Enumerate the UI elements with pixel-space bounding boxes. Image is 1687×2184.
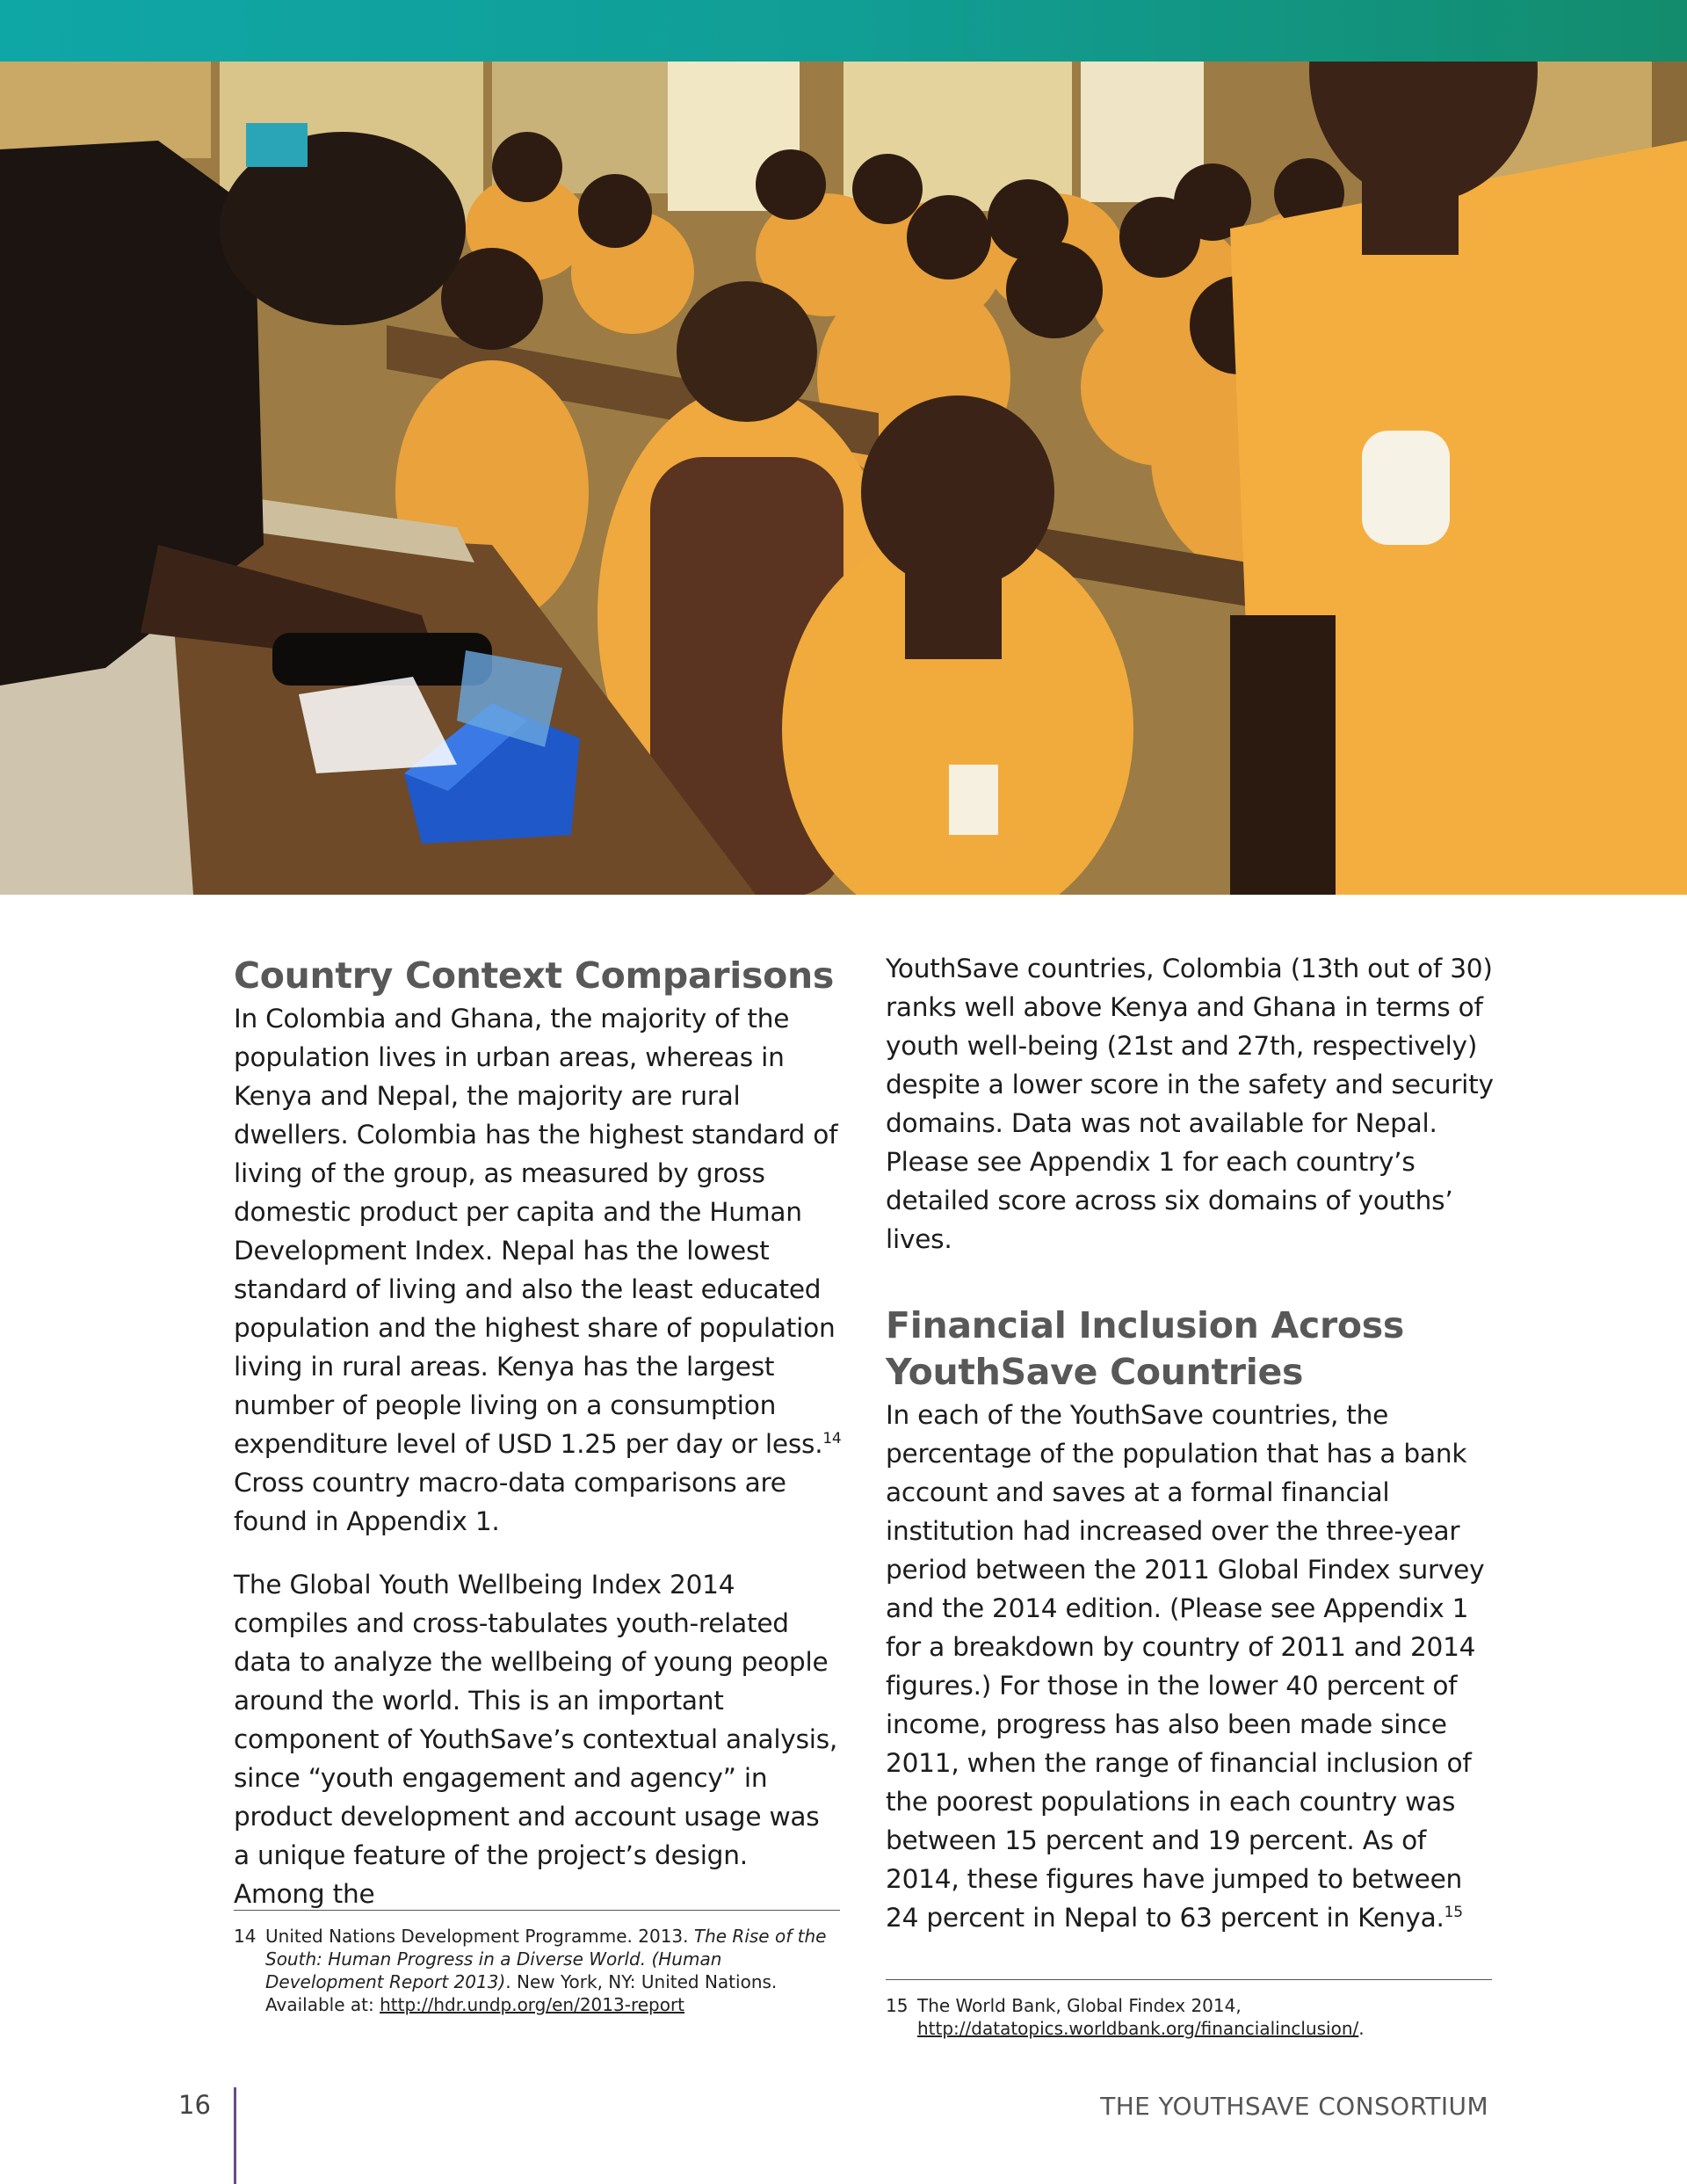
paragraph-wellbeing-continued: YouthSave countries, Colombia (13th out of 30) ranks well above Kenya and Ghana in terms of youth well-being (21st and 27th, respectively) despite a lower score in the safety and security domains. Data was not available for Nepal. Please see Appendix 1 for each country’s detailed score across six domains of youths’ lives. xyxy=(886,954,1494,1254)
footnote-15: 15 The World Bank, Global Findex 2014, http://datatopics.worldbank.org/financialinclusion/. xyxy=(886,1995,1365,2039)
header-color-band xyxy=(0,0,1687,62)
footnote-block-left xyxy=(234,1910,840,2016)
footnote-rule xyxy=(234,1910,840,1911)
footnote-number: 14 xyxy=(234,1926,257,1947)
header-photo xyxy=(0,0,1687,895)
footnote-14: 14 United Nations Development Programme. 2013. The Rise of the South: Human Progress in a Diverse World. (Human Development Report 2013). New York, NY: United Nations. Available at: http://hdr.undp.org/en/2013-report xyxy=(234,1926,827,2015)
paragraph-financial-inclusion: In each of the YouthSave countries, the percentage of the population that has a bank account and saves at a formal financial institution had increased over the three-year period between the 2011 Global Findex survey and the 2014 edition. (Please see Appendix 1 for a breakdown by country of 2011 and 2014 figures.) For those in the lower 40 percent of income, progress has also been made since 2011, when the range of financial inclusion of the poorest populations in each country was between 15 percent and 19 percent. As of 2014, these figures have jumped to between 24 percent in Nepal to 63 percent in Kenya.$^{15}$ xyxy=(886,1400,1485,1933)
footnote-link-undp[interactable]: http://hdr.undp.org/en/2013-report xyxy=(380,1994,685,2015)
footnote-ref-15[interactable]: 15 xyxy=(1444,1904,1463,1922)
classroom-illustration xyxy=(0,0,1687,895)
publisher-name: THE YOUTHSAVE CONSORTIUM xyxy=(1100,2092,1488,2121)
section-heading-financial-inclusion: Financial Inclusion Across YouthSave Countries xyxy=(886,1304,1404,1393)
left-column xyxy=(234,951,842,1913)
paragraph-wellbeing-index: The Global Youth Wellbeing Index 2014 compiles and cross-tabulates youth-related data to analyze the wellbeing of young people around the world. This is an important component of YouthSave’s contextual analysis, since “youth engagement and agency” in product development and account usage was a unique feature of the project’s design. Among the xyxy=(234,1570,838,1909)
footnote-number: 15 xyxy=(886,1995,909,2016)
report-title: The Rise of the South: Human Progress in a Diverse World. (Human Development Report 2013) xyxy=(265,1926,827,1992)
footnote-rule xyxy=(886,1979,1492,1980)
paragraph-country-context: In Colombia and Ghana, the majority of the population lives in urban areas, whereas in Kenya and Nepal, the majority are rural dwellers. Colombia has the highest standard of living of the group, as measured by gross domestic product per capita and the Human Development Index. Nepal has the lowest standard of living and also the least educated population and the highest share of population living in rural areas. Kenya has the largest number of people living on a consumption expenditure level of USD 1.25 per day or less.$^{14}$ Cross country macro-data comparisons are found in Appendix 1. xyxy=(234,1004,842,1536)
right-column xyxy=(886,951,1494,1937)
footer-divider xyxy=(234,2087,236,2184)
footnote-block-right xyxy=(886,1979,1492,2040)
page-number: 16 xyxy=(178,2090,211,2120)
section-heading-country-context: Country Context Comparisons xyxy=(234,954,834,997)
footnote-ref-14[interactable]: 14 xyxy=(822,1430,842,1448)
footnote-link-worldbank[interactable]: http://datatopics.worldbank.org/financialinclusion/ xyxy=(917,2018,1359,2039)
